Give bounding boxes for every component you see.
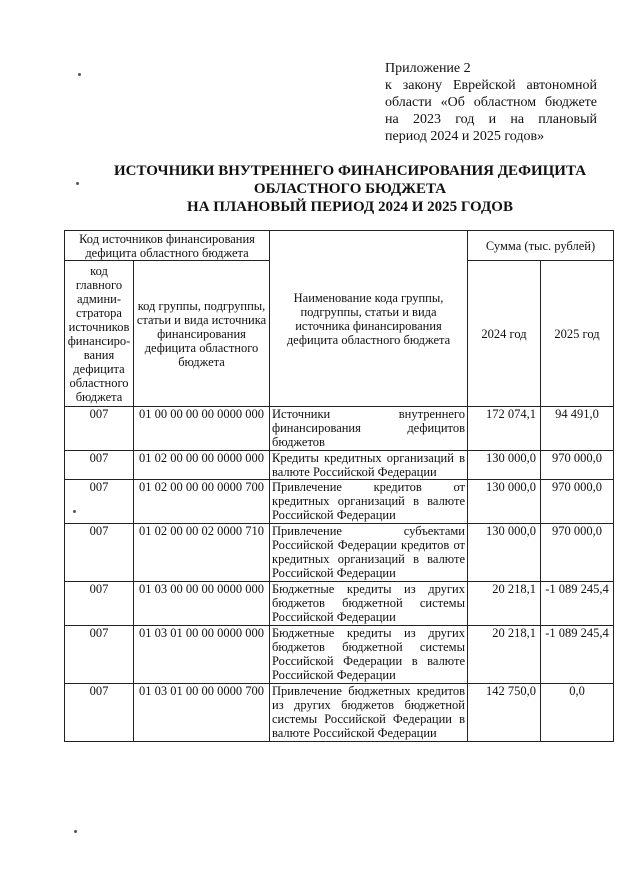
appendix-block: [385, 60, 597, 145]
group-code-cell: 01 00 00 00 00 0000 000: [134, 407, 270, 451]
title-line: ОБЛАСТНОГО БЮДЖЕТА: [253, 181, 447, 197]
amount-2025-cell: -1 089 245,4: [541, 582, 614, 626]
source-name-cell: Привлечение субъектами Российской Федерации кредитов от кредитных организаций в валюте Российской Федерации: [270, 524, 468, 582]
admin-code-cell: 007: [65, 480, 134, 524]
table-row: [65, 684, 614, 742]
amount-2024-cell: 20 218,1: [468, 582, 541, 626]
header-group-code: код группы, подгруппы, статьи и вида источника финансирования дефицита областного бюджета: [134, 261, 270, 407]
admin-code-cell: 007: [65, 407, 134, 451]
table-row: [65, 626, 614, 684]
source-name-cell: Бюджетные кредиты из других бюджетов бюджетной системы Российской Федерации: [270, 582, 468, 626]
scan-speck: [78, 73, 81, 76]
amount-2025-cell: -1 089 245,4: [541, 626, 614, 684]
source-name-cell: Бюджетные кредиты из других бюджетов бюджетной системы Российской Федерации в валюте Российской Федерации: [270, 626, 468, 684]
document-title: [60, 162, 640, 216]
source-name-cell: Привлечение бюджетных кредитов из других бюджетов бюджетной системы Российской Федерации в валюте Российской Федерации: [270, 684, 468, 742]
scan-speck: [76, 182, 79, 185]
table-row: [65, 407, 614, 451]
header-name: Наименование кода группы, подгруппы, статьи и вида источника финансирования дефицита областного бюджета: [270, 231, 468, 407]
title-line: НА ПЛАНОВЫЙ ПЕРИОД 2024 И 2025 ГОДОВ: [187, 199, 513, 215]
admin-code-cell: 007: [65, 626, 134, 684]
header-admin-code: код главного админи-стратора источников финансиро-вания дефицита областного бюджета: [65, 261, 134, 407]
amount-2024-cell: 130 000,0: [468, 524, 541, 582]
amount-2024-cell: 172 074,1: [468, 407, 541, 451]
header-year-2025: 2025 год: [541, 261, 614, 407]
admin-code-cell: 007: [65, 582, 134, 626]
table-row: [65, 524, 614, 582]
appendix-line: Приложение 2: [385, 61, 471, 76]
admin-code-cell: 007: [65, 524, 134, 582]
appendix-line: период 2024 и 2025 годов»: [385, 129, 545, 144]
header-codes-group: Код источников финансирования дефицита областного бюджета: [65, 231, 270, 261]
header-sum: Сумма (тыс. рублей): [468, 231, 614, 261]
source-name-cell: Привлечение кредитов от кредитных организаций в валюте Российской Федерации: [270, 480, 468, 524]
appendix-line: на 2023 год и на плановый: [385, 112, 597, 127]
group-code-cell: 01 02 00 00 02 0000 710: [134, 524, 270, 582]
amount-2024-cell: 20 218,1: [468, 626, 541, 684]
group-code-cell: 01 03 00 00 00 0000 000: [134, 582, 270, 626]
title-line: ИСТОЧНИКИ ВНУТРЕННЕГО ФИНАНСИРОВАНИЯ ДЕФИЦИТА: [113, 163, 587, 179]
financing-sources-table: [64, 230, 614, 742]
admin-code-cell: 007: [65, 451, 134, 480]
source-name-cell: Источники внутреннего финансирования дефицитов бюджетов: [270, 407, 468, 451]
amount-2024-cell: 130 000,0: [468, 480, 541, 524]
amount-2025-cell: 970 000,0: [541, 524, 614, 582]
amount-2025-cell: 970 000,0: [541, 480, 614, 524]
scan-speck: [74, 830, 77, 833]
group-code-cell: 01 02 00 00 00 0000 700: [134, 480, 270, 524]
amount-2025-cell: 94 491,0: [541, 407, 614, 451]
appendix-line: к закону Еврейской автономной: [385, 78, 597, 93]
header-year-2024: 2024 год: [468, 261, 541, 407]
table-row: [65, 582, 614, 626]
amount-2025-cell: 0,0: [541, 684, 614, 742]
amount-2024-cell: 130 000,0: [468, 451, 541, 480]
appendix-line: области «Об областном бюджете: [385, 95, 597, 110]
scan-speck: [73, 510, 76, 513]
group-code-cell: 01 03 01 00 00 0000 000: [134, 626, 270, 684]
group-code-cell: 01 03 01 00 00 0000 700: [134, 684, 270, 742]
admin-code-cell: 007: [65, 684, 134, 742]
amount-2025-cell: 970 000,0: [541, 451, 614, 480]
table-body: [65, 407, 614, 742]
group-code-cell: 01 02 00 00 00 0000 000: [134, 451, 270, 480]
table-row: [65, 480, 614, 524]
source-name-cell: Кредиты кредитных организаций в валюте Российской Федерации: [270, 451, 468, 480]
table-row: [65, 451, 614, 480]
amount-2024-cell: 142 750,0: [468, 684, 541, 742]
